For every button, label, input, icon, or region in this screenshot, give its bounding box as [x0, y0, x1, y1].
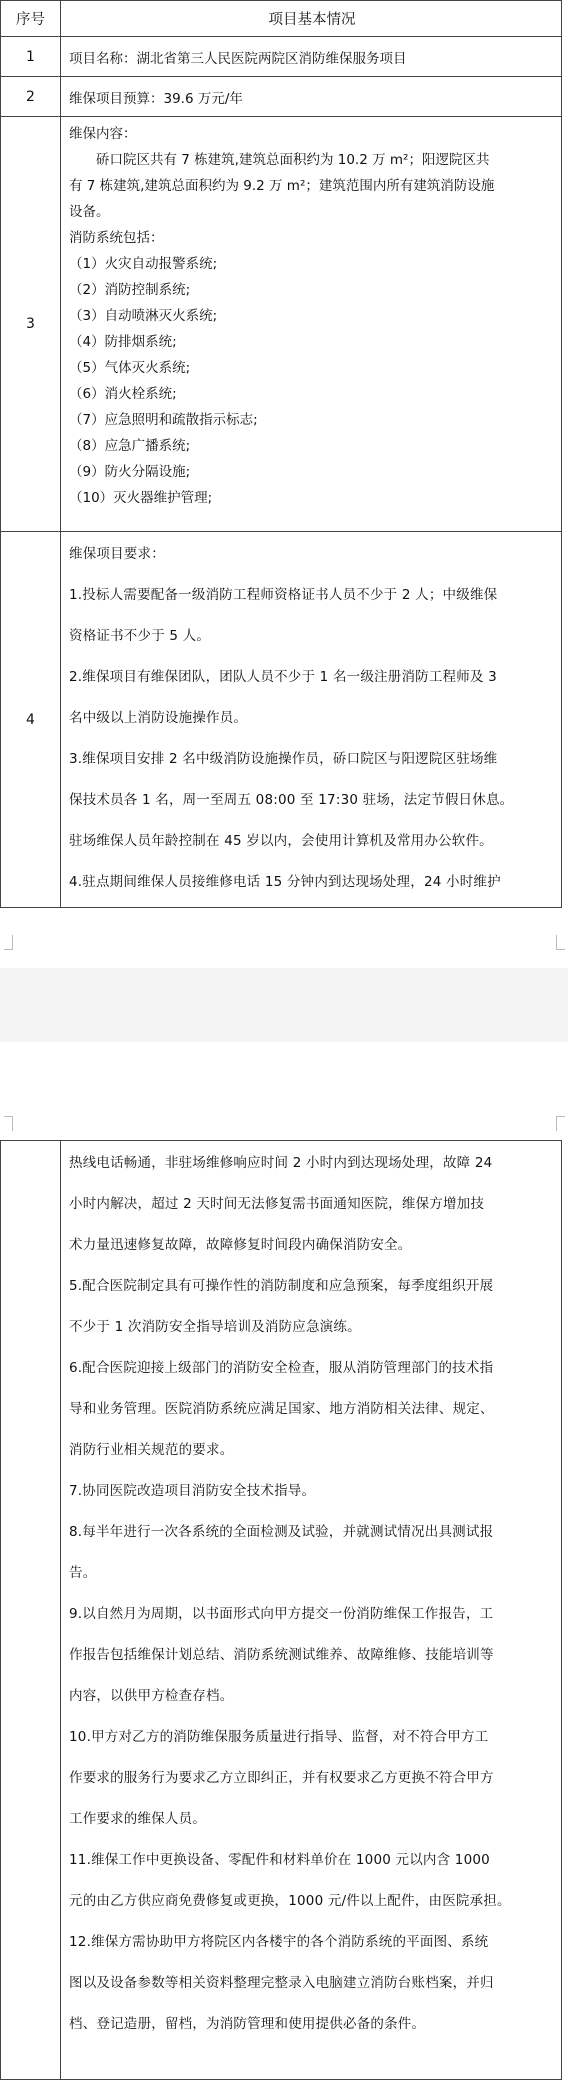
row-3-line: 消防系统包括：	[69, 230, 164, 246]
row-3-line: （5）气体灭火系统;	[69, 360, 191, 376]
row-4-line: 资格证书不少于 5 人。	[69, 628, 211, 644]
row-3-line: （1）火灾自动报警系统;	[69, 256, 218, 272]
row-4-cont-line: 7.协同医院改造项目消防安全技术指导。	[69, 1483, 316, 1499]
row-4-line: 保技术员各 1 名，周一至周五 08:00 至 17:30 驻场，法定节假日休息。	[69, 792, 514, 808]
row-3-line: 维保内容：	[69, 126, 137, 142]
row-4-cont-line: 作报告包括维保计划总结、消防系统测试维养、故障维修、技能培训等	[69, 1647, 494, 1663]
page-corner-mark	[556, 935, 565, 950]
row-4-line: 4.驻点期间维保人员接维修电话 15 分钟内到达现场处理，24 小时维护	[69, 874, 501, 890]
row-4-cont-line: 12.维保方需协助甲方将院区内各楼宇的各个消防系统的平面图、系统	[69, 1934, 489, 1950]
row-3-line: （3）自动喷淋灭火系统;	[69, 308, 218, 324]
row-3-no: 3	[1, 117, 61, 531]
document-page-1	[0, 0, 568, 968]
row-4-cont-line: 消防行业相关规范的要求。	[69, 1442, 234, 1458]
table-header	[1, 1, 561, 37]
row-4-line: 驻场维保人员年龄控制在 45 岁以内，会使用计算机及常用办公软件。	[69, 833, 493, 849]
row-3-line: 硚口院区共有 7 栋建筑,建筑总面积约为 10.2 万 m²；阳逻院区共	[69, 152, 490, 168]
row-4-no: 4	[1, 532, 61, 907]
row-4-line: 2.维保项目有维保团队，团队人员不少于 1 名一级注册消防工程师及 3	[69, 669, 497, 685]
row-4-content-continued	[61, 1141, 561, 2079]
row-3-line: （6）消火栓系统;	[69, 386, 177, 402]
page-corner-mark	[4, 1116, 13, 1131]
row-4-cont-line: 5.配合医院制定具有可操作性的消防制度和应急预案，每季度组织开展	[69, 1278, 494, 1294]
row-3-line: 设备。	[69, 204, 110, 220]
continued-table	[0, 1140, 562, 2080]
row-4-cont-line: 8.每半年进行一次各系统的全面检测及试验，并就测试情况出具测试报	[69, 1524, 494, 1540]
row-3-line: （9）防火分隔设施;	[69, 464, 191, 480]
row-4-line: 名中级以上消防设施操作员。	[69, 710, 248, 726]
row-4-cont-line: 作要求的服务行为要求乙方立即纠正，并有权要求乙方更换不符合甲方	[69, 1770, 494, 1786]
row-3-line: （7）应急照明和疏散指示标志;	[69, 412, 258, 428]
table-row-2	[1, 77, 561, 117]
row-4-cont-line: 档、登记造册，留档，为消防管理和使用提供必备的条件。	[69, 2016, 426, 2032]
page-corner-mark	[4, 935, 13, 950]
row-2-text: 维保项目预算：39.6 万元/年	[69, 90, 243, 107]
row-4-cont-line: 热线电话畅通，非驻场维修响应时间 2 小时内到达现场处理，故障 24	[69, 1155, 493, 1171]
row-4-cont-line: 不少于 1 次消防安全指导培训及消防应急演练。	[69, 1319, 361, 1335]
row-4-cont-line: 小时内解决，超过 2 天时间无法修复需书面通知医院，维保方增加技	[69, 1196, 485, 1212]
row-4-cont-line: 9.以自然月为周期，以书面形式向甲方提交一份消防维保工作报告，工	[69, 1606, 494, 1622]
row-3-line: （10）灭火器维护管理;	[69, 490, 213, 506]
row-4-line: 3.维保项目安排 2 名中级消防设施操作员，硚口院区与阳逻院区驻场维	[69, 751, 498, 767]
row-3-content	[61, 117, 561, 531]
row-4-cont-line: 导和业务管理。医院消防系统应满足国家、地方消防相关法律、规定、	[69, 1401, 494, 1417]
row-3-line: （2）消防控制系统;	[69, 282, 191, 298]
page-corner-mark	[556, 1116, 565, 1131]
row-1-text: 项目名称：湖北省第三人民医院两院区消防维保服务项目	[69, 50, 407, 67]
row-4-cont-line: 6.配合医院迎接上级部门的消防安全检查，服从消防管理部门的技术指	[69, 1360, 494, 1376]
page-gap	[0, 968, 568, 1042]
row-4-line: 1.投标人需要配备一级消防工程师资格证书人员不少于 2 人；中级维保	[69, 587, 498, 603]
table-row-4	[1, 532, 561, 907]
row-1-no: 1	[1, 37, 61, 76]
row-4-content	[61, 532, 561, 907]
table-row-4-continued	[1, 1141, 561, 2079]
row-3-line: （8）应急广播系统;	[69, 438, 191, 454]
row-4-cont-line: 术力量迅速修复故障，故障修复时间段内确保消防安全。	[69, 1237, 412, 1253]
row-4-cont-line: 告。	[69, 1565, 97, 1581]
row-4-cont-line: 内容，以供甲方检查存档。	[69, 1688, 234, 1704]
row-4-cont-line: 10.甲方对乙方的消防维保服务质量进行指导、监督，对不符合甲方工	[69, 1729, 489, 1745]
row-4-cont-line: 11.维保工作中更换设备、零配件和材料单价在 1000 元以内含 1000	[69, 1852, 490, 1868]
table-row-1	[1, 37, 561, 77]
row-4-no-continued	[1, 1141, 61, 2079]
table-row-3	[1, 117, 561, 532]
row-4-cont-line: 图以及设备参数等相关资料整理完整录入电脑建立消防台账档案，并归	[69, 1975, 494, 1991]
row-3-line: （4）防排烟系统;	[69, 334, 177, 350]
project-info-table	[0, 0, 562, 908]
header-project-info: 项目基本情况	[268, 12, 356, 28]
row-4-cont-line: 工作要求的维保人员。	[69, 1811, 206, 1827]
document-page-2	[0, 1042, 568, 2087]
row-3-line: 有 7 栋建筑,建筑总面积约为 9.2 万 m²；建筑范围内所有建筑消防设施	[69, 178, 495, 194]
row-4-line: 维保项目要求：	[69, 546, 165, 562]
header-serial-no: 序号	[1, 1, 61, 36]
row-4-cont-line: 元的由乙方供应商免费修复或更换，1000 元/件以上配件，由医院承担。	[69, 1893, 511, 1909]
row-2-no: 2	[1, 77, 61, 116]
